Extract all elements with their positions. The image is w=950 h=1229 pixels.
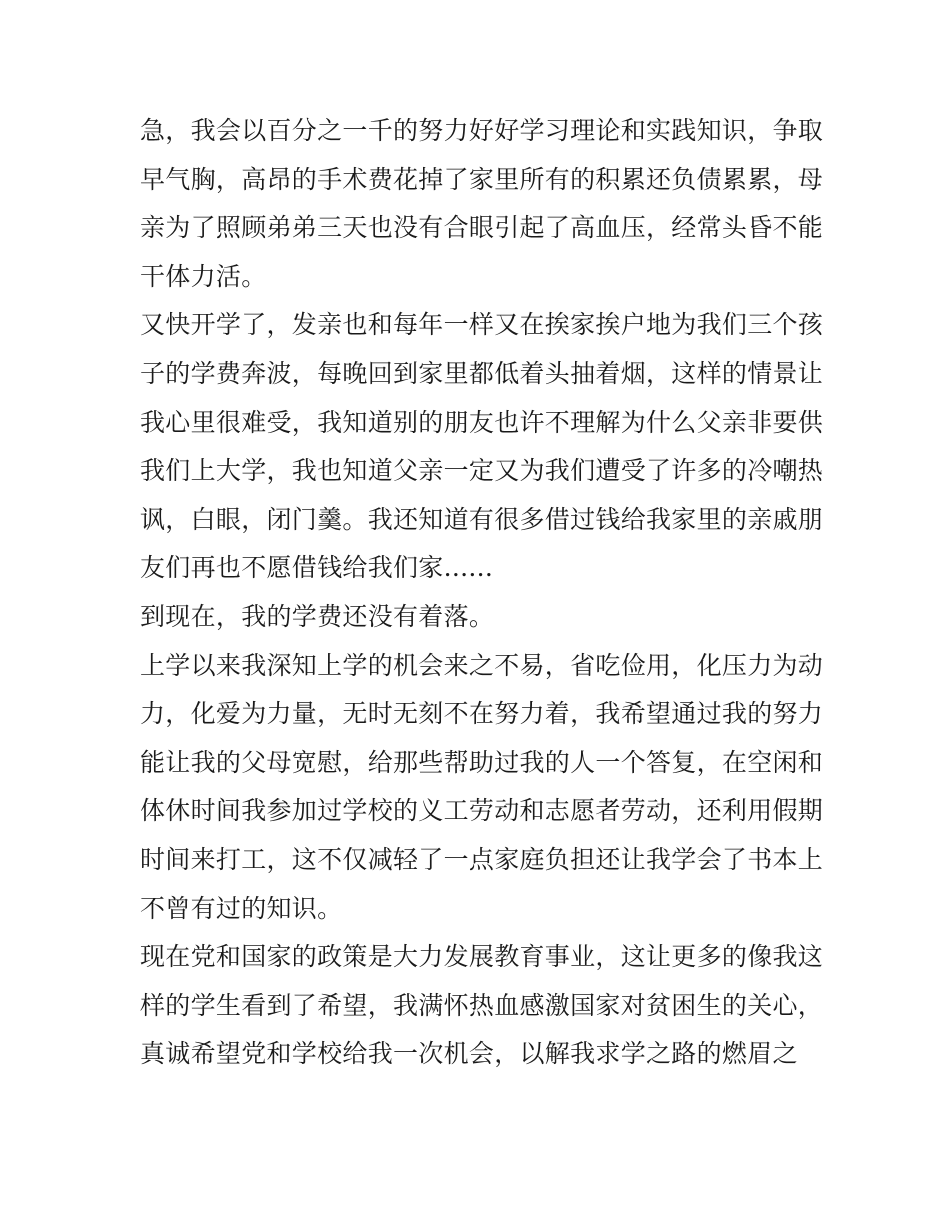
text-line: 又快开学了，发亲也和每年一样又在挨家挨户地为我们三个孩 [140,310,824,340]
text-line: 讽，白眼，闭门羹。我还知道有很多借过钱给我家里的亲戚朋 [140,504,824,534]
text-line: 我心里很难受，我知道别的朋友也许不理解为什么父亲非要供 [140,407,824,437]
text-line: 力，化爱为力量，无时无刻不在努力着，我希望通过我的努力 [140,699,824,729]
text-line: 真诚希望党和学校给我一次机会，以解我求学之路的燃眉之 [140,1039,798,1069]
text-line: 我们上大学，我也知道父亲一定又为我们遭受了许多的冷嘲热 [140,456,824,486]
text-line: 时间来打工，这不仅减轻了一点家庭负担还让我学会了书本上 [140,844,824,874]
text-line: 样的学生看到了希望，我满怀热血感激国家对贫困生的关心， [140,990,824,1020]
text-line: 到现在，我的学费还没有着落。 [140,601,495,631]
text-line: 体休时间我参加过学校的义工劳动和志愿者劳动，还利用假期 [140,796,824,826]
text-line: 友们再也不愿借钱给我们家...... [140,553,494,583]
text-line: 现在党和国家的政策是大力发展教育事业，这让更多的像我这 [140,942,824,972]
text-line: 急，我会以百分之一千的努力好好学习理论和实践知识，争取 [140,116,824,145]
text-line: 不曾有过的知识。 [140,893,343,923]
text-line: 子的学费奔波，每晚回到家里都低着头抽着烟，这样的情景让 [140,358,824,388]
text-line: 亲为了照顾弟弟三天也没有合眼引起了高血压，经常头昏不能 [140,213,824,243]
text-line: 能让我的父母宽慰，给那些帮助过我的人一个答复，在空闲和 [140,747,824,777]
document-body-text [140,107,824,1079]
text-line: 上学以来我深知上学的机会来之不易，省吃俭用，化压力为动 [140,650,824,680]
text-line: 干体力活。 [140,261,267,291]
text-line: 早气胸，高昂的手术费花掉了家里所有的积累还负债累累，母 [140,164,824,194]
